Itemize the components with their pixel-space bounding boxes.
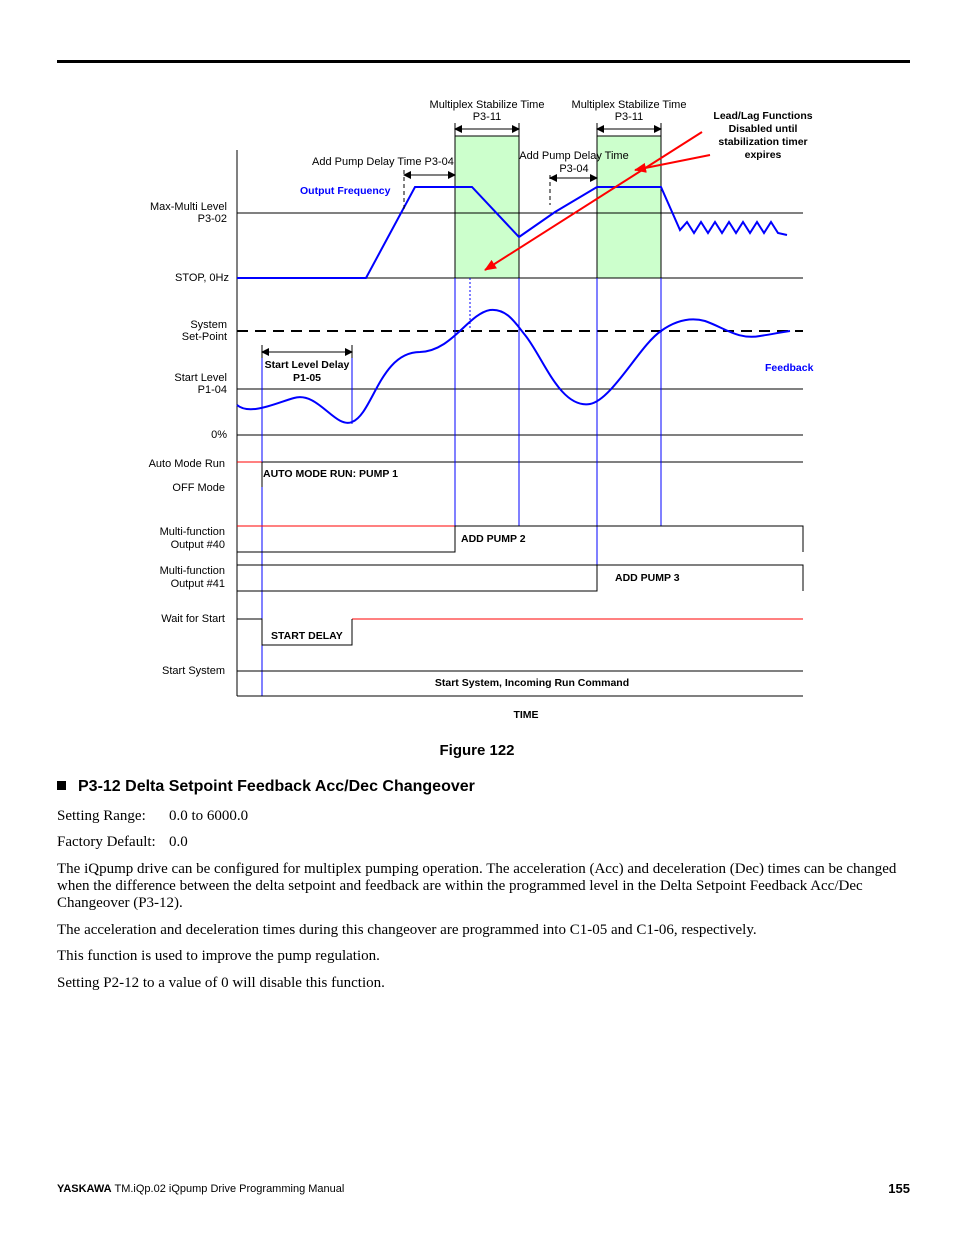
- svg-text:Output #41: Output #41: [170, 578, 225, 590]
- label-max-multi-level: Max-Multi Level: [149, 201, 227, 213]
- label-start-level: Start Level: [174, 372, 227, 384]
- start-system-command-label: Start System, Incoming Run Command: [434, 677, 630, 689]
- svg-text:Output #40: Output #40: [170, 539, 225, 551]
- setting-range: Setting Range: 0.0 to 6000.0: [57, 808, 249, 824]
- figure-caption: Figure 122: [439, 742, 515, 759]
- stabilize-label-1: Multiplex Stabilize Time: [429, 99, 545, 111]
- footer-manual: YASKAWA TM.iQp.02 iQpump Drive Programming Manual: [57, 1183, 345, 1195]
- svg-text:Set-Point: Set-Point: [181, 331, 227, 343]
- time-axis-label: TIME: [513, 709, 539, 721]
- stabilize-region-1: [455, 136, 519, 278]
- label-off-mode: OFF Mode: [172, 482, 225, 494]
- label-auto-mode-run: Auto Mode Run: [148, 458, 225, 470]
- add-pump-3-label: ADD PUMP 3: [615, 572, 680, 584]
- add-pump-2-label: ADD PUMP 2: [461, 533, 526, 545]
- paragraph-4: Setting P2-12 to a value of 0 will disable this function.: [57, 975, 385, 991]
- factory-default: Factory Default: 0.0: [57, 834, 188, 850]
- heading-bullet-icon: [57, 781, 66, 790]
- svg-text:P3-11: P3-11: [472, 111, 502, 123]
- digital-signals: [237, 462, 803, 696]
- svg-text:Max-Multi Level: [150, 201, 227, 213]
- svg-text:P1-04: P1-04: [197, 384, 227, 396]
- start-level-delay-label: [265, 359, 350, 384]
- svg-text:Start Level Delay: Start Level Delay: [264, 359, 350, 371]
- svg-text:Lead/Lag Functions: Lead/Lag Functions: [713, 110, 813, 122]
- paragraph-1: The iQpump drive can be configured for multiplex pumping operation. The acceleration (Acc) and deceleration (Dec) times can be changed when the difference between the delta setpoint and feedback are within the programmed level in the Delta Setpoint Feedback Acc/Dec Changeover (P3-12).: [57, 861, 897, 911]
- page-number: 155: [888, 1181, 910, 1196]
- feedback-label: Feedback: [765, 362, 814, 374]
- svg-text:P3-11: P3-11: [614, 111, 644, 123]
- label-wait-for-start: Wait for Start: [161, 613, 225, 625]
- svg-text:expires: expires: [744, 149, 782, 161]
- level-lines: [237, 213, 803, 462]
- start-delay-label: START DELAY: [271, 630, 343, 642]
- svg-text:P1-05: P1-05: [292, 372, 322, 384]
- paragraph-3: This function is used to improve the pump regulation.: [57, 948, 380, 964]
- add-pump-delay-label-2: Add Pump Delay Time: [519, 150, 629, 162]
- label-start-system: Start System: [162, 665, 225, 677]
- paragraph-2: The acceleration and deceleration times during this changeover are programmed into C1-05 and C1-06, respectively.: [57, 922, 757, 938]
- output-frequency-label: Output Frequency: [300, 185, 391, 197]
- level-labels: [149, 201, 229, 677]
- label-mf-output-41: Multi-function: [159, 565, 225, 577]
- lead-lag-note: [713, 110, 812, 161]
- label-system-set-point: System: [190, 319, 227, 331]
- label-stop-0hz: STOP, 0Hz: [174, 272, 229, 284]
- auto-mode-run-pump1-label: AUTO MODE RUN: PUMP 1: [263, 468, 398, 480]
- add-pump-delay-label-1: Add Pump Delay Time P3-04: [312, 156, 454, 168]
- svg-text:P3-02: P3-02: [197, 213, 227, 225]
- label-mf-output-40: Multi-function: [159, 526, 225, 538]
- svg-text:P3-04: P3-04: [559, 163, 589, 175]
- stabilize-label-2: Multiplex Stabilize Time: [571, 99, 687, 111]
- svg-text:Disabled until: Disabled until: [728, 123, 798, 135]
- label-zero-percent: 0%: [211, 429, 227, 441]
- section-heading: P3-12 Delta Setpoint Feedback Acc/Dec Changeover: [57, 778, 475, 796]
- svg-text:stabilization timer: stabilization timer: [718, 136, 808, 148]
